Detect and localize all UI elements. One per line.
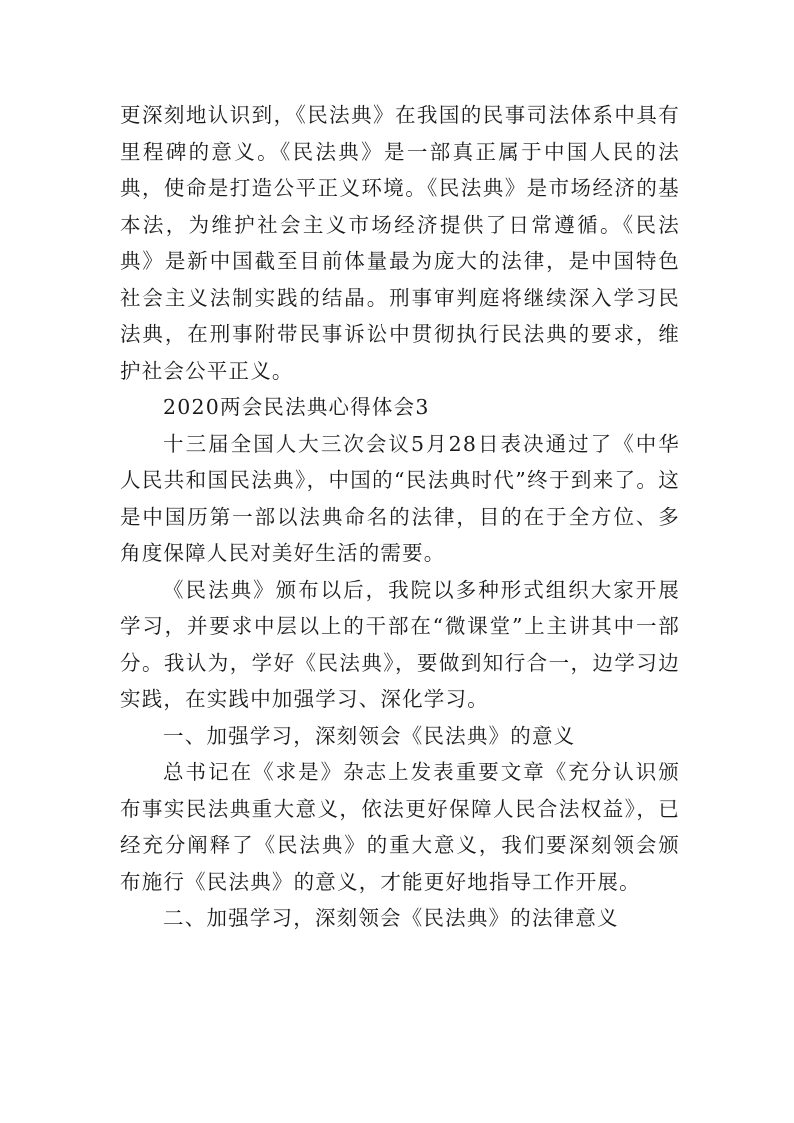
- subheading: 二、加强学习，深刻领会《民法典》的法律意义: [163, 906, 619, 930]
- section-heading: 2020两会民法典心得体会3: [163, 395, 430, 419]
- paragraph: 总书记在《求是》杂志上发表重要文章《充分认识颁布事实民法典重大意义，依法更好保障人民合法权益》，已经充分阐释了《民法典》的重大意义，我们要深刻领会颁布施行《民法典》的意义，才能更好地指导工作开展。: [120, 760, 680, 894]
- paragraph: 十三届全国人大三次会议5月28日表决通过了《中华人民共和国民法典》，中国的“民法典时代”终于到来了。这是中国历第一部以法典命名的法律，目的在于全方位、多角度保障人民对美好生活的需要。: [120, 431, 680, 565]
- paragraph: 《民法典》颁布以后，我院以多种形式组织大家开展学习，并要求中层以上的干部在“微课堂”上主讲其中一部分。我认为，学好《民法典》，要做到知行合一，边学习边实践，在实践中加强学习、深化学习。: [120, 577, 680, 711]
- subheading: 一、加强学习，深刻领会《民法典》的意义: [163, 723, 576, 748]
- document-page: [120, 97, 680, 937]
- paragraph-continuation: 更深刻地认识到，《民法典》在我国的民事司法体系中具有里程碑的意义。《民法典》是一部真正属于中国人民的法典，使命是打造公平正义环境。《民法典》是市场经济的基本法，为维护社会主义市场经济提供了日常遵循。《民法典》是新中国截至目前体量最为庞大的法律，是中国特色社会主义法制实践的结晶。刑事审判庭将继续深入学习民法典，在刑事附带民事诉讼中贯彻执行民法典的要求，维护社会公平正义。: [120, 103, 680, 383]
